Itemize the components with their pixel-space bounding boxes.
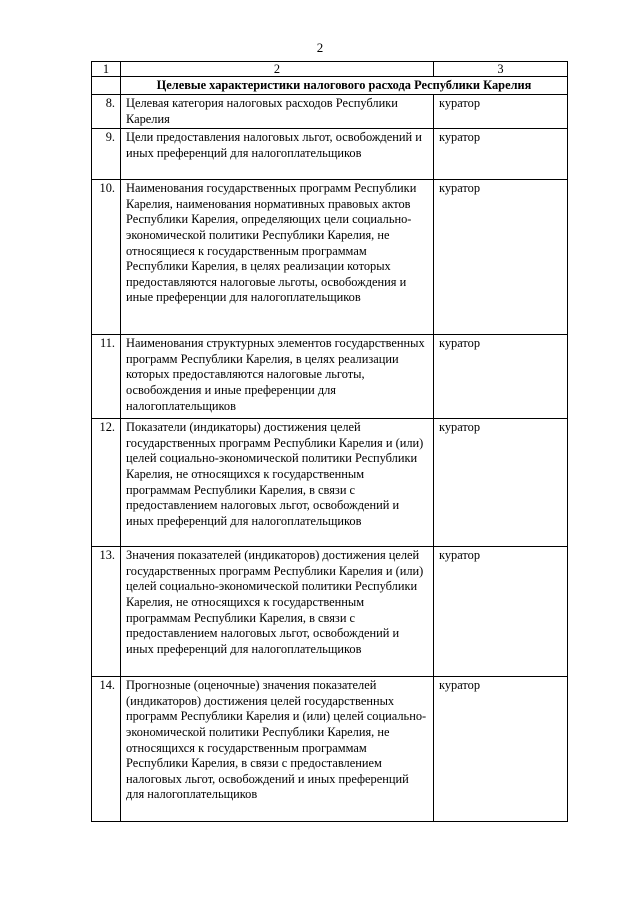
row-source: куратор bbox=[434, 335, 568, 419]
table-row bbox=[92, 419, 568, 547]
table-row bbox=[92, 180, 568, 335]
row-source: куратор bbox=[434, 95, 568, 129]
row-indicator-text: Значения показателей (индикаторов) достижения целей государственных программ Республики Карелия и (или) целей социально-экономической политики Республики Карелия, не относящихся к государственным программам Республики Карелия, в связи с предоставлением налоговых льгот, освобождений и иных преференций для налогоплательщиков bbox=[121, 547, 434, 677]
row-indicator-text: Цели предоставления налоговых льгот, освобождений и иных преференций для налогоплательщиков bbox=[121, 129, 434, 180]
row-number: 14. bbox=[92, 677, 121, 822]
row-number: 10. bbox=[92, 180, 121, 335]
section-title: Целевые характеристики налогового расхода Республики Карелия bbox=[121, 77, 568, 95]
page-number: 2 bbox=[316, 40, 324, 55]
column-header-3: 3 bbox=[434, 62, 568, 77]
table-row bbox=[92, 129, 568, 180]
table-row bbox=[92, 677, 568, 822]
row-source: куратор bbox=[434, 677, 568, 822]
row-number: 12. bbox=[92, 419, 121, 547]
column-header-2: 2 bbox=[121, 62, 434, 77]
row-indicator-text: Показатели (индикаторы) достижения целей государственных программ Республики Карелия и (или) целей социально-экономической политики Республики Карелия, не относящихся к государственным программам Республики Карелия, в связи с предоставлением налоговых льгот, освобождений и иных преференций для налогоплательщиков bbox=[121, 419, 434, 547]
row-number: 8. bbox=[92, 95, 121, 129]
row-number: 13. bbox=[92, 547, 121, 677]
table-row bbox=[92, 335, 568, 419]
row-source: куратор bbox=[434, 419, 568, 547]
row-indicator-text: Прогнозные (оценочные) значения показателей (индикаторов) достижения целей государственных программ Республики Карелия и (или) целей социально-экономической политики Республики Карелия, не относящихся к государственным программам Республики Карелия, в связи с предоставлением налоговых льгот, освобождений и иных преференций для налогоплательщиков bbox=[121, 677, 434, 822]
table-row bbox=[92, 547, 568, 677]
row-source: куратор bbox=[434, 180, 568, 335]
row-number: 11. bbox=[92, 335, 121, 419]
row-indicator-text: Наименования структурных элементов государственных программ Республики Карелия, в целях реализации которых предоставляются налоговые льготы, освобождения и иные преференции для налогоплательщиков bbox=[121, 335, 434, 419]
row-source: куратор bbox=[434, 547, 568, 677]
table-row bbox=[92, 95, 568, 129]
row-source: куратор bbox=[434, 129, 568, 180]
row-indicator-text: Наименования государственных программ Республики Карелия, наименования нормативных правовых актов Республики Карелия, определяющих цели социально-экономической политики Республики Карелия, не относящиеся к государственным программам Республики Карелия, в целях реализации которых предоставляются налоговые льготы, освобождения и иные преференции для налогоплательщиков bbox=[121, 180, 434, 335]
row-indicator-text: Целевая категория налоговых расходов Республики Карелия bbox=[121, 95, 434, 129]
column-number-row bbox=[92, 62, 568, 77]
column-header-1: 1 bbox=[92, 62, 121, 77]
section-row bbox=[92, 77, 568, 95]
tax-expenditure-table bbox=[91, 61, 568, 822]
row-number: 9. bbox=[92, 129, 121, 180]
